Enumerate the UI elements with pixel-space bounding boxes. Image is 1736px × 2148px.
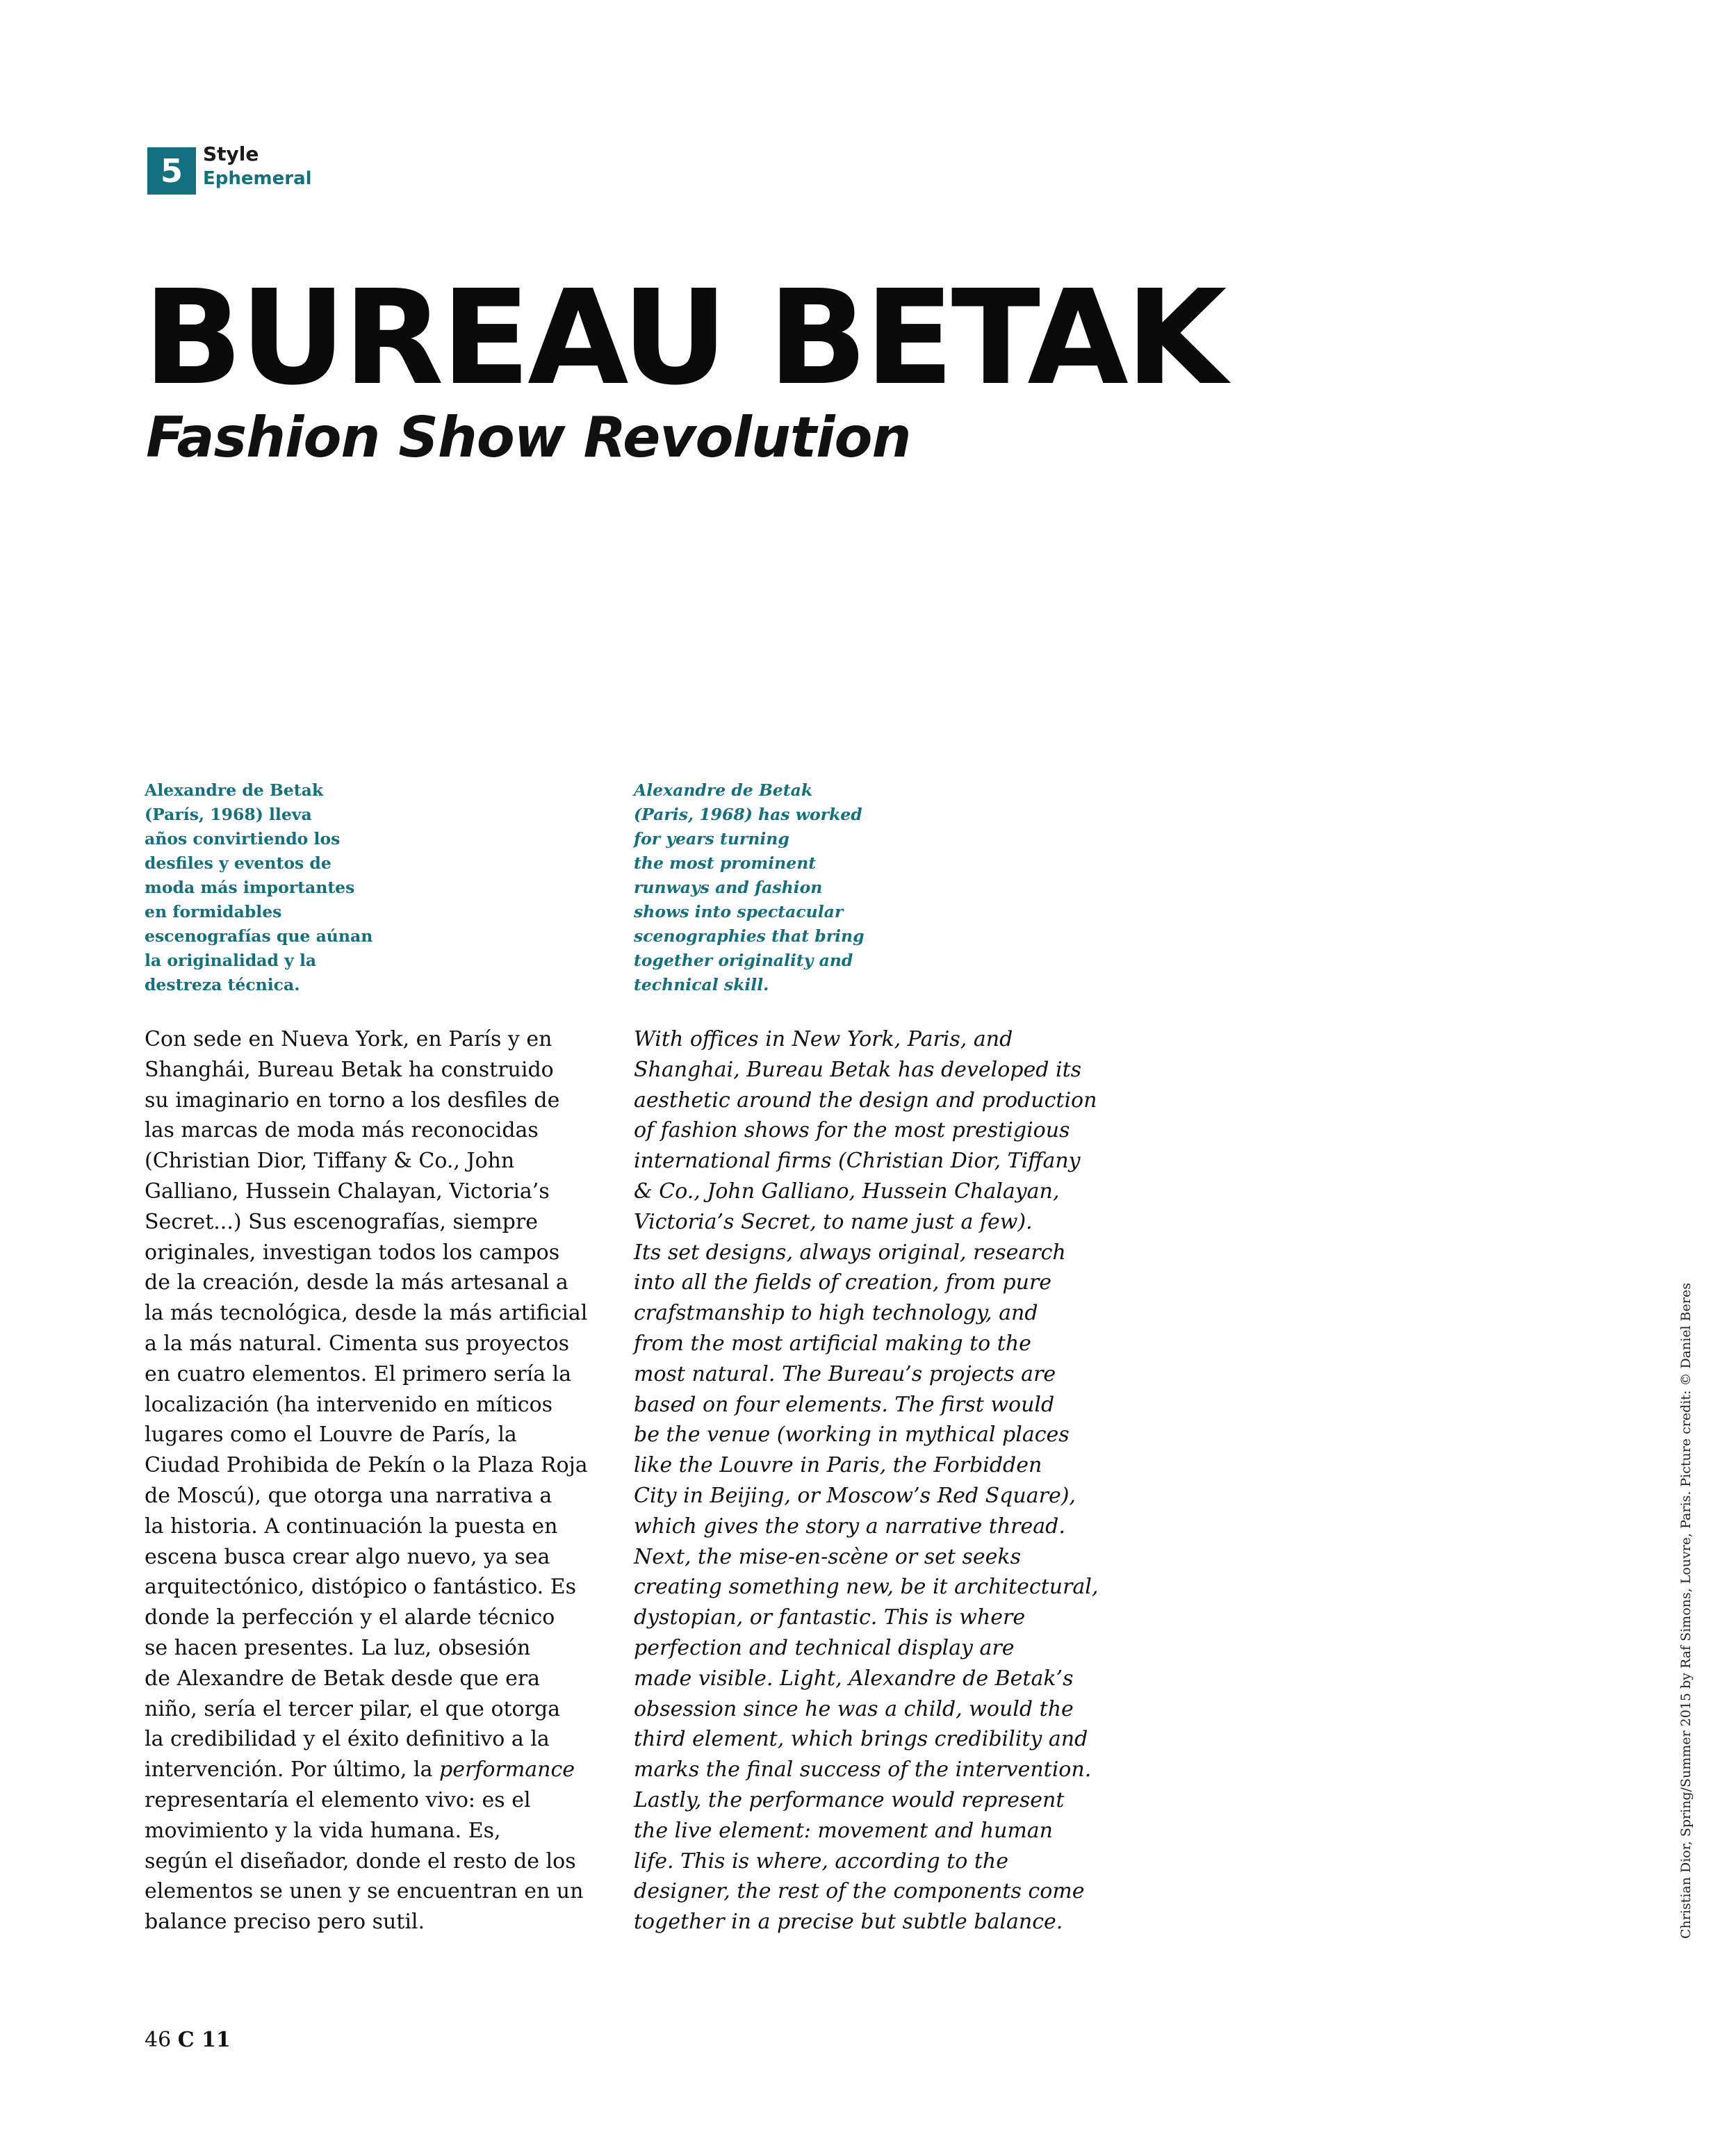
body-spanish-part-1: Con sede en Nueva York, en París y en Shanghái, Bureau Betak ha construido su imaginario en torno a los desfiles de las marcas de moda más reconocidas (Christian Dior, Tiffany & Co., John Galliano, Hussein Chalayan, Victoria’s Secret...) Sus escenografías, siempre originales, investigan todos los campos de la creación, desde la más artesanal a la más tecnológica, desde la más artificial a la más natural. Cimenta sus proyectos en cuatro elementos. El primero sería la localización (ha intervenido en míticos lugares como el Louvre de París, la Ciudad Prohibida de Pekín o la Plaza Roja de Moscú), que otorga una narrativa a la historia. A continuación la puesta en escena busca crear algo nuevo, ya sea arquitectónico, distópico o fantástico. Es donde la perfección y el alarde técnico se hacen presentes. La luz, obsesión de Alexandre de Betak desde que era niño, sería el tercer pilar, el que otorga la credibilidad y el éxito definitivo a la intervención. Por último, la	[145, 1027, 588, 1782]
page-folio	[145, 2026, 231, 2054]
article-subtitle: Fashion Show Revolution	[146, 405, 911, 470]
subsection-name: Ephemeral	[203, 168, 312, 189]
magazine-issue: C 11	[177, 2028, 231, 2052]
intro-english: Alexandre de Betak (Paris, 1968) has worked for years turning the most prominent runways and fashion shows into spectacular scenographies that bring together originality and technical skill.	[634, 780, 865, 994]
section-number-badge	[147, 147, 196, 195]
section-header	[203, 142, 312, 190]
body-text-english: With offices in New York, Paris, and Shanghai, Bureau Betak has developed its aesthetic around the design and production of fashion shows for the most prestigious international firms (Christian Dior, Tiffany & Co., John Galliano, Hussein Chalayan, Victoria’s Secret, to name just a few). Its set designs, always original, research into all the fields of creation, from pure crafstmanship to high technology, and from the most artificial making to the most natural. The Bureau’s projects are based on four elements. The first would be the venue (working in mythical places like the Louvre in Paris, the Forbidden City in Beijing, or Moscow’s Red Square), which gives the story a narrative thread. Next, the mise-en-scène or set seeks creating something new, be it architectural, dystopian, or fantastic. This is where perfection and technical display are made visible. Light, Alexandre de Betak’s obsession since he was a child, would the third element, which brings credibility and marks the final success of the intervention. Lastly, the performance would represent the live element: movement and human life. This is where, according to the designer, the rest of the components come together in a precise but subtle balance.	[634, 1027, 1099, 1935]
body-spanish-italic-word: performance	[439, 1757, 575, 1782]
body-text-spanish	[145, 1024, 617, 1937]
body-spanish-part-2: representaría el elemento vivo: es el movimiento y la vida humana. Es, según el diseñador, donde el resto de los elementos se unen y se encuentran en un balance preciso pero sutil.	[145, 1787, 584, 1935]
page-number: 46	[145, 2028, 172, 2052]
section-number: 5	[160, 152, 183, 190]
photo-credit: Christian Dior, Spring/Summer 2015 by Raf Simons, Louvre, Paris. Picture credit: © Daniel Beres	[1678, 1283, 1694, 1939]
intro-spanish: Alexandre de Betak (París, 1968) lleva años convirtiendo los desfiles y eventos de moda más importantes en formidables escenografías que aúnan la originalidad y la destreza técnica.	[145, 780, 373, 994]
section-name: Style	[203, 142, 259, 165]
article-title: BUREAU BETAK	[143, 262, 1225, 414]
